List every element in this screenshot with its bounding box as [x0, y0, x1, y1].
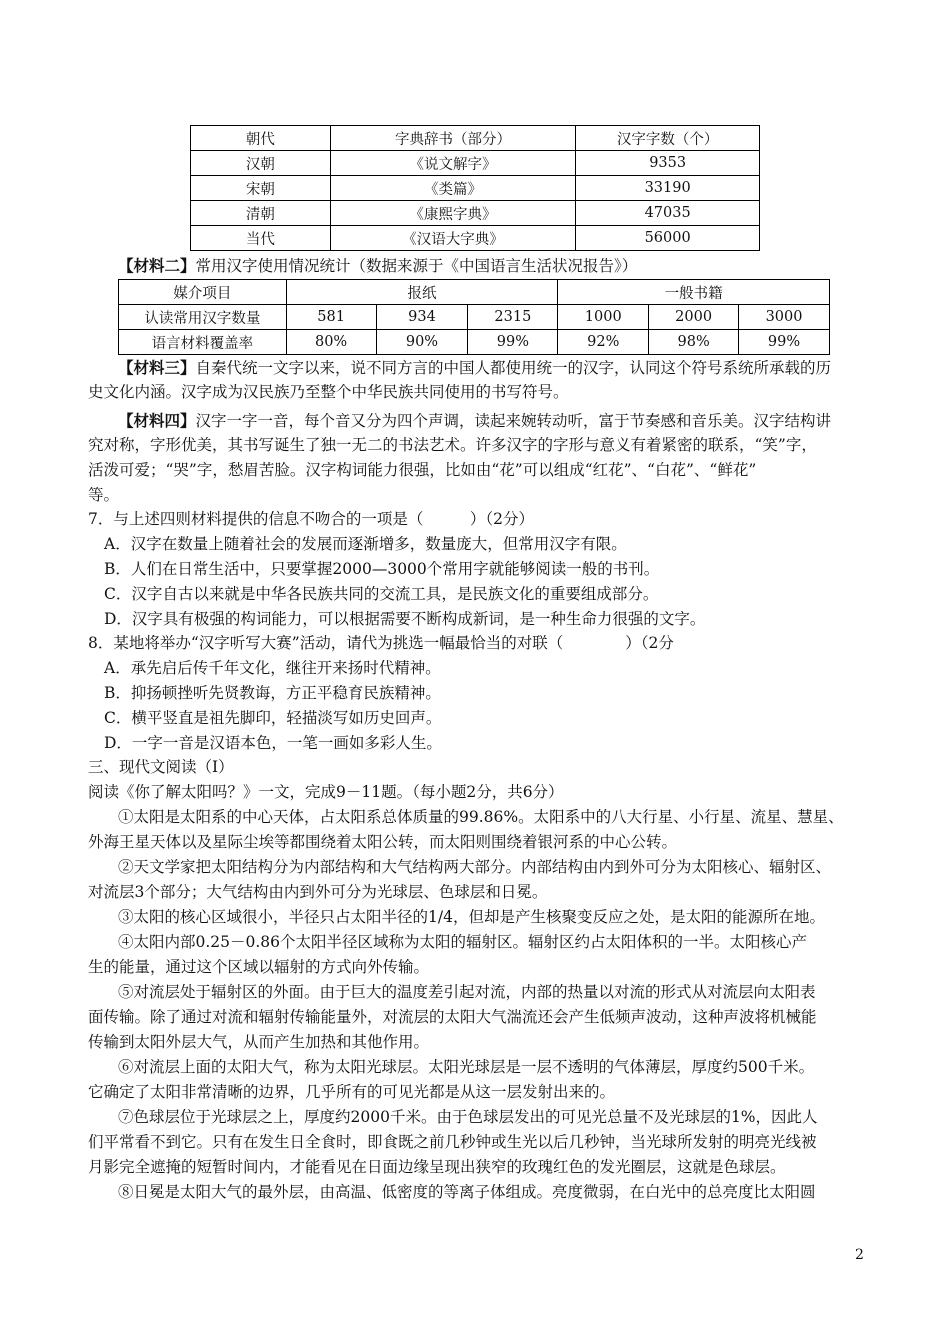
material2-title [118, 253, 898, 279]
question-8-stem: 8．某地将举办“汉字听写大赛”活动，请代为挑选一幅最恰当的对联（ ）（2分 [88, 634, 674, 652]
material3-label: 【材料三】 [118, 358, 196, 377]
table-header-cell: 汉字字数（个） [576, 126, 760, 151]
material3-line: 史文化内涵。汉字成为汉民族乃至整个中华民族共同使用的书写符号。 [88, 383, 569, 401]
passage-line: ④太阳内部0.25－0.86个太阳半径区域称为太阳的辐射区。辐射区约占太阳体积的一半。太阳核心产 [118, 933, 808, 951]
table-row [191, 226, 760, 251]
passage-line: 对流层3个部分；大气结构由内到外可分为光球层、色球层和日冕。 [88, 883, 548, 901]
passage-line: 传输到太阳外层大气，从而产生加热和其他作用。 [88, 1033, 430, 1051]
table-cell: 80% [286, 330, 376, 355]
passage-line: ⑦色球层位于光球层之上，厚度约2000千米。由于色球层发出的可见光总量不及光球层的1%，因此人 [118, 1108, 818, 1126]
table-row-label: 认读常用汉字数量 [119, 305, 287, 330]
passage-line: 面传输。除了通过对流和辐射传输能量外，对流层的太阳大气湍流还会产生低频声波动，这种声波将机械能 [88, 1008, 817, 1026]
table-cell: 《类篇》 [330, 176, 576, 201]
table-cell: 汉朝 [191, 151, 331, 176]
passage-line: 它确定了太阳非常清晰的边界，几乎所有的可见光都是从这一层发射出来的。 [88, 1083, 616, 1101]
table-cell: 33190 [576, 176, 760, 201]
table-cell: 90% [376, 330, 468, 355]
material3-text: 自秦代统一文字以来，说不同方言的中国人都使用统一的汉字，认同这个符号系统所承载的历 [195, 359, 832, 377]
question-8-option-d: D．一字一音是汉语本色，一笔一画如多彩人生。 [104, 734, 442, 752]
table-cell: 《康熙字典》 [330, 201, 576, 226]
material4-line [118, 408, 898, 434]
question-7-option-d: D．汉字具有极强的构词能力，可以根据需要不断构成新词，是一种生命力很强的文字。 [104, 610, 706, 628]
passage-line: ①太阳是太阳系的中心天体，占太阳系总体质量的99.86%。太阳系中的八大行星、小行星、流星、慧星、 [118, 808, 844, 826]
passage-line: 月影完全遮掩的短暂时间内，才能看见在日面边缘呈现出狭窄的玫瑰红色的发光圈层，这就是色球层。 [88, 1158, 786, 1176]
table-cell: 92% [558, 330, 649, 355]
passage-line: ⑤对流层处于辐射区的外面。由于巨大的温度差引起对流，内部的热量以对流的形式从对流层向太阳表 [118, 983, 816, 1001]
table-cell: 清朝 [191, 201, 331, 226]
question-8-option-b: B．抑扬顿挫听先贤教诲，方正平稳育民族精神。 [104, 684, 441, 702]
table-cell: 1000 [558, 305, 649, 330]
table-header-row [119, 280, 830, 305]
question-7-option-a: A．汉字在数量上随着社会的发展而逐渐增多，数量庞大，但常用汉字有限。 [104, 535, 627, 553]
material4-text: 汉字一字一音，每个音又分为四个声调，读起来婉转动听，富于节奏感和音乐美。汉字结构讲 [195, 412, 832, 430]
table-cell: 99% [468, 330, 558, 355]
usage-table [118, 279, 830, 355]
table-cell: 3000 [739, 305, 830, 330]
table-header-cell: 媒介项目 [119, 280, 287, 305]
question-7-option-b: B．人们在日常生活中，只要掌握2000—3000个常用字就能够阅读一般的书刊。 [104, 560, 660, 578]
table-header-cell: 一般书籍 [558, 280, 830, 305]
table-row [191, 201, 760, 226]
question-8-option-c: C．横平竖直是祖先脚印，轻描淡写如历史回声。 [104, 709, 442, 727]
table-cell: 56000 [576, 226, 760, 251]
question-8-option-a: A．承先启后传千年文化，继往开来扬时代精神。 [104, 659, 441, 677]
table-row [191, 151, 760, 176]
material4-line: 究对称，字形优美，其书写诞生了独一无二的书法艺术。许多汉字的字形与意义有着紧密的联系，“笑”字， [88, 436, 817, 454]
table-cell: 《说文解字》 [330, 151, 576, 176]
table-header-cell: 朝代 [191, 126, 331, 151]
table-cell: 99% [739, 330, 830, 355]
table-cell: 98% [649, 330, 739, 355]
question-7-option-c: C．汉字自古以来就是中华各民族共同的交流工具，是民族文化的重要组成部分。 [104, 585, 659, 603]
material3-line [118, 355, 898, 381]
table-cell: 2315 [468, 305, 558, 330]
table-cell: 581 [286, 305, 376, 330]
table-row [191, 176, 760, 201]
table-cell: 当代 [191, 226, 331, 251]
table-cell: 47035 [576, 201, 760, 226]
table-cell: 宋朝 [191, 176, 331, 201]
table-header-cell: 字典辞书（部分） [330, 126, 576, 151]
material2-label: 【材料二】 [118, 256, 196, 275]
passage-line: 生的能量，通过这个区域以辐射的方式向外传输。 [88, 958, 430, 976]
section-3-title: 三、现代文阅读（Ⅰ） [88, 758, 234, 776]
table-cell: 2000 [649, 305, 739, 330]
table-row-label: 语言材料覆盖率 [119, 330, 287, 355]
table-cell: 934 [376, 305, 468, 330]
table-row [119, 305, 830, 330]
material2-title-text: 常用汉字使用情况统计（数据来源于《中国语言生活状况报告》） [195, 257, 638, 275]
passage-line: 们平常看不到它。只有在发生日全食时，即食既之前几秒钟或生光以后几秒钟，当光球所发射的明亮光线被 [88, 1133, 817, 1151]
passage-line: 外海王星天体以及星际尘埃等都围绕着太阳公转，而太阳则围绕着银河系的中心公转。 [88, 833, 678, 851]
material4-line: 等。 [88, 486, 120, 504]
table-cell: 9353 [576, 151, 760, 176]
passage-line: ⑥对流层上面的太阳大气，称为太阳光球层。太阳光球层是一层不透明的气体薄层，厚度约500千米。 [118, 1058, 815, 1076]
page-number: 2 [855, 1247, 864, 1263]
table-row [119, 330, 830, 355]
dictionary-table [190, 125, 760, 251]
table-header-row [191, 126, 760, 151]
passage-line: ③太阳的核心区域很小，半径只占太阳半径的1/4，但却是产生核聚变反应之处，是太阳的能源所在地。 [118, 908, 825, 926]
material4-line: 活泼可爱；“哭”字，愁眉苦脸。汉字构词能力很强，比如由“花”可以组成“红花”、“白花”、“鲜花” [88, 461, 757, 479]
passage-line: ⑧日冕是太阳大气的最外层，由高温、低密度的等离子体组成。亮度微弱，在白光中的总亮度比太阳圆 [118, 1183, 816, 1201]
section-3-intro: 阅读《你了解太阳吗？》一文，完成9－11题。（每小题2分，共6分） [88, 783, 564, 801]
table-cell: 《汉语大字典》 [330, 226, 576, 251]
passage-line: ②天文学家把太阳结构分为内部结构和大气结构两大部分。内部结构由内到外可分为太阳核心、辐射区、 [118, 858, 832, 876]
material4-label: 【材料四】 [118, 411, 196, 430]
question-7-stem: 7．与上述四则材料提供的信息不吻合的一项是（ ）（2分） [88, 510, 534, 528]
table-header-cell: 报纸 [286, 280, 558, 305]
